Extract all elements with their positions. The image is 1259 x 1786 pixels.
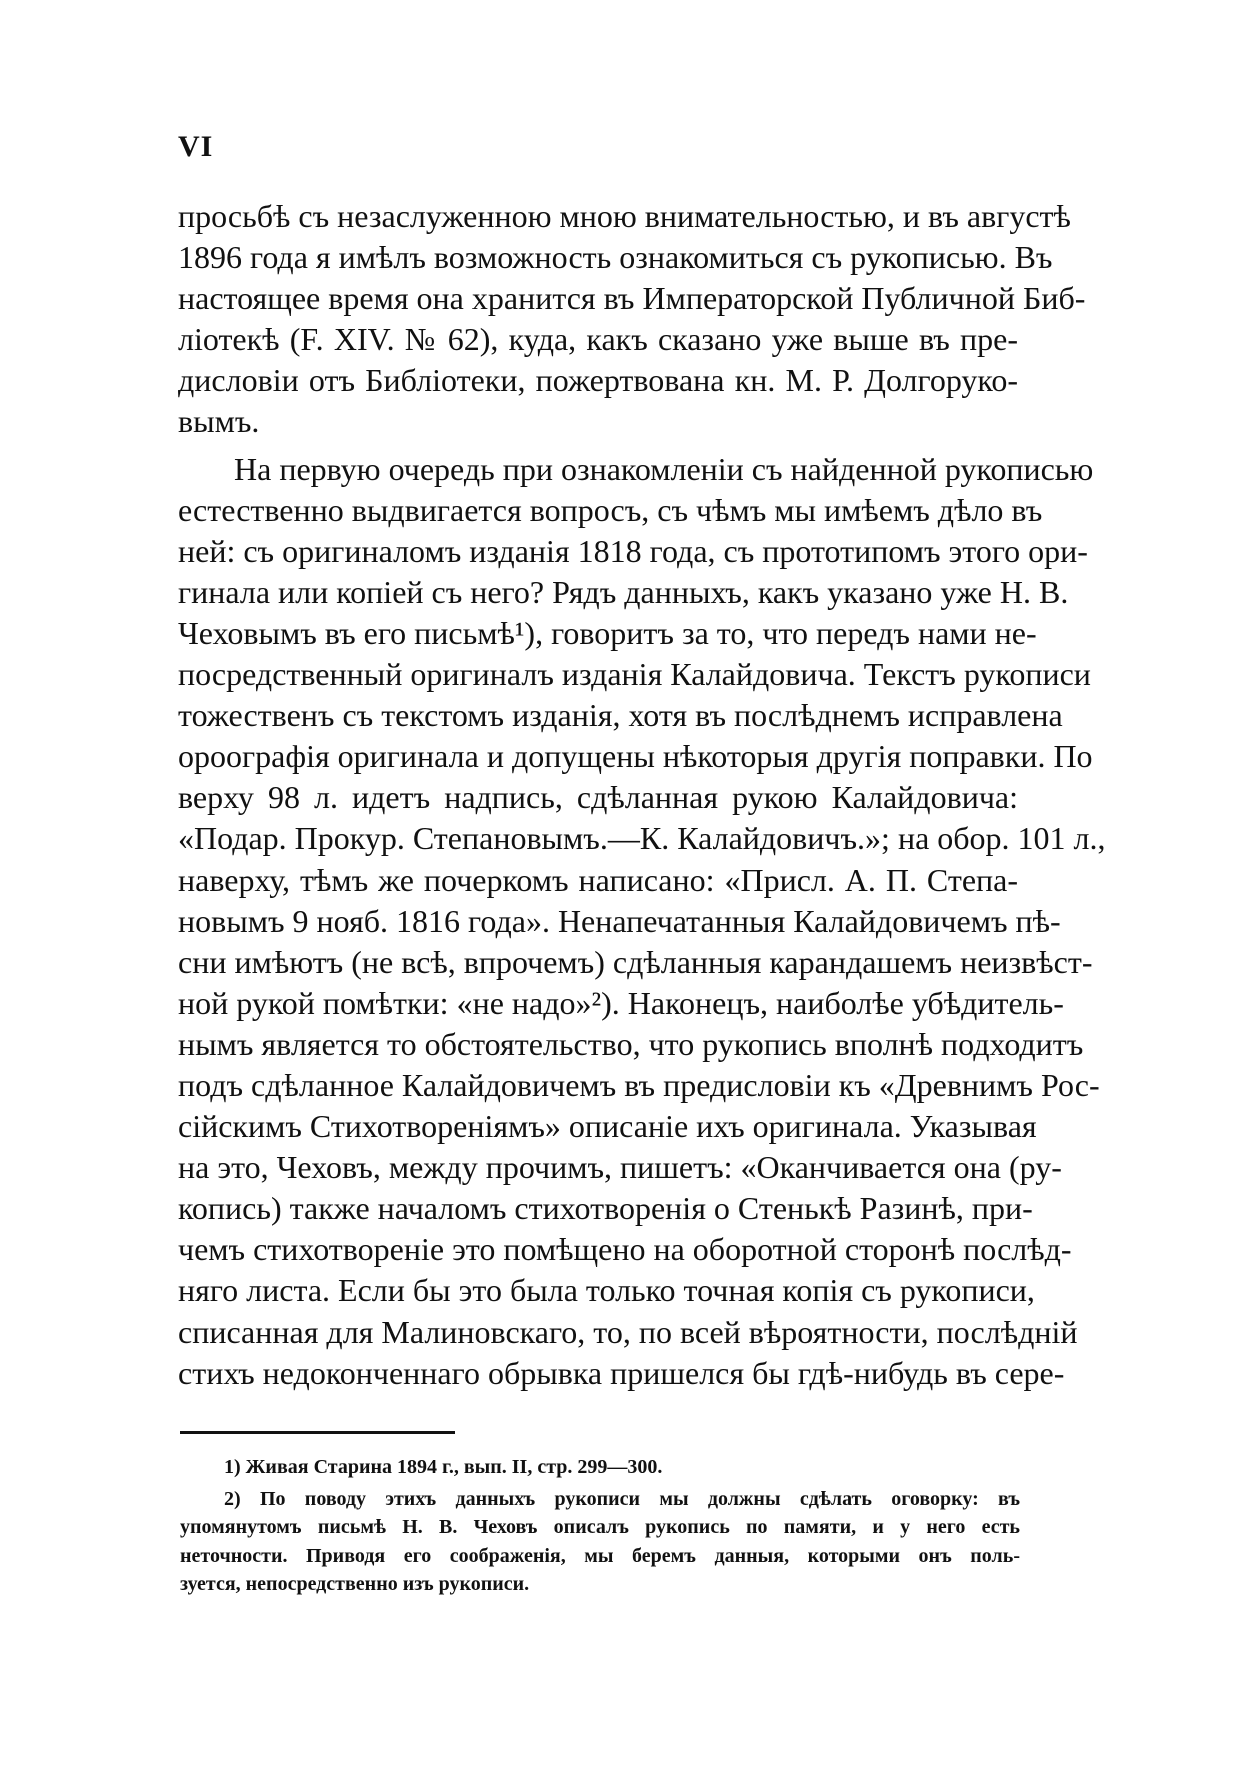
text-line: Чеховымъ въ его письмѣ¹), говоритъ за то, что передъ нами не- [178,614,1037,651]
text-line: дисловіи отъ Библіотеки, пожертвована кн. М. Р. Долгоруко- [178,362,1018,399]
text-line: наверху, тѣмъ же почеркомъ написано: «Присл. А. П. Степа- [178,861,1018,898]
text-line: подъ сдѣланное Калайдовичемъ въ предисловіи къ «Древнимъ Рос- [178,1066,1100,1103]
text-line: просьбѣ съ незаслуженною мною внимательностью, и въ августѣ [178,198,1071,234]
footnote [180,1453,1020,1482]
text-line: настоящее время она хранится въ Императорской Публичной Биб- [178,280,1086,317]
paragraph [178,196,1086,443]
text-line: новымъ 9 нояб. 1816 года». Ненапечатанныя Калайдовичемъ пѣ- [178,902,1061,939]
text-line: естественно выдвигается вопросъ, съ чѣмъ мы имѣемъ дѣло въ [178,491,1043,528]
text-line: чемъ стихотвореніе это помѣщено на оборотной сторонѣ послѣд- [178,1231,1072,1268]
footnote-line: упомянутомъ письмѣ Н. В. Чеховъ описалъ рукопись по памяти, и у него есть [180,1516,1020,1538]
footnote-line: 2) По поводу этихъ данныхъ рукописи мы должны сдѣлать оговорку: въ [224,1487,1020,1510]
text-line: няго листа. Если бы это была только точная копія съ рукописи, [178,1272,1035,1309]
text-line: стихъ недоконченнаго обрывка пришелся бы гдѣ-нибудь въ сере- [178,1354,1065,1391]
footnotes [180,1453,1020,1599]
footnote [180,1485,1020,1599]
text-line: списанная для Малиновскаго, то, по всей вѣроятности, послѣдній [178,1313,1078,1350]
main-text [178,196,1106,1394]
text-line: тожественъ съ текстомъ изданія, хотя въ послѣднемъ исправлена [178,697,1063,734]
text-line: «Подар. Прокур. Степановымъ.—К. Калайдовичъ.»; на обор. 101 л., [178,820,1106,857]
text-line: На первую очередь при ознакомленіи съ найденной рукописью [234,450,1094,487]
text-line: ней: съ оригиналомъ изданія 1818 года, съ прототипомъ этого ори- [178,532,1088,569]
text-line: посредственный оригиналъ изданія Калайдовича. Текстъ рукописи [178,656,1091,693]
footnote-rule [180,1431,455,1434]
paragraph [178,449,1106,1394]
text-line: сійскимъ Стихотвореніямъ» описаніе ихъ оригинала. Указывая [178,1108,1037,1145]
text-line: гинала или копіей съ него? Рядъ данныхъ, какъ указано уже Н. В. [178,573,1069,610]
text-line: верху 98 л. идетъ надпись, сдѣланная рукою Калайдовича: [178,779,1018,816]
footnote-line: неточности. Приводя его соображенія, мы беремъ данныя, которыми онъ поль- [180,1544,1020,1567]
text-line: ороографія оригинала и допущены нѣкоторыя другія поправки. По [178,738,1093,775]
text-line: сни имѣютъ (не всѣ, впрочемъ) сдѣланныя карандашемъ неизвѣст- [178,943,1093,980]
text-line: ной рукой помѣтки: «не надо»²). Наконецъ, наиболѣе убѣдитель- [178,984,1064,1021]
text-line: ліотекѣ (F. XIV. № 62), куда, какъ сказано уже выше въ пре- [178,321,1018,358]
text-line: нымъ является то обстоятельство, что рукопись вполнѣ подходитъ [178,1025,1084,1062]
text-line: копись) также началомъ стихотворенія о Стенькѣ Разинѣ, при- [178,1190,1033,1227]
text-line: 1896 года я имѣлъ возможность ознакомиться съ рукописью. Въ [178,239,1053,276]
footnote-line: 1) Живая Старина 1894 г., вып. II, стр. 299—300. [224,1456,663,1478]
text-line: вымъ. [178,403,260,440]
text-line: на это, Чеховъ, между прочимъ, пишетъ: «Оканчивается она (ру- [178,1149,1062,1186]
page-number: VI [178,130,214,163]
footnote-line: зуется, непосредственно изъ рукописи. [180,1573,530,1595]
